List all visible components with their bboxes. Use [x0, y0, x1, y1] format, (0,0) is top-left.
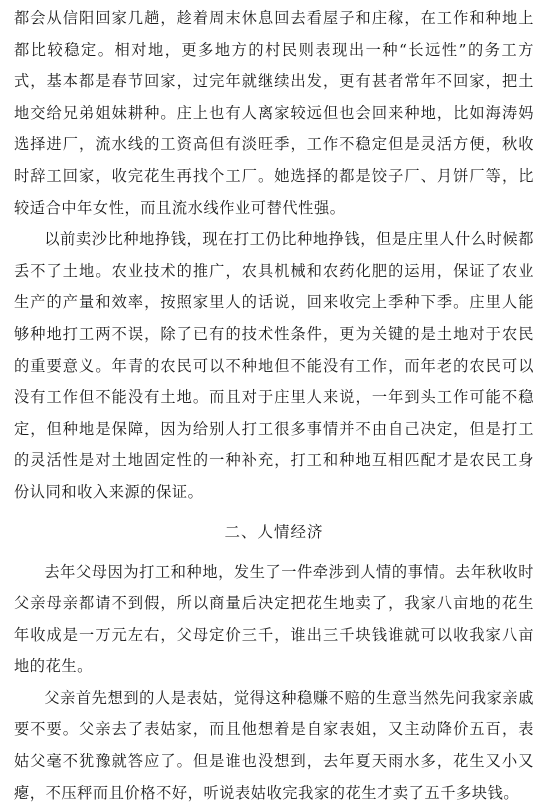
paragraph-4: 父亲首先想到的人是表姑，觉得这种稳赚不赔的生意当然先问我家亲戚要不要。父亲去了表姑家，而且他想着是自家表姐，又主动降价五百，表姑父毫不犹豫就答应了。但是谁也没想到，去年夏天雨水多，花生又小又瘪，不压秤而且价格不好，听说表姑收完我家的花生才卖了五千多块钱。 — [14, 688, 534, 802]
paragraph-1: 都会从信阳回家几趟，趁着周末休息回去看屋子和庄稼，在工作和种地上都比较稳定。相对地，更多地方的村民则表现出一种“长远性”的务工方式，基本都是春节回家，过完年就继续出发，更有甚者常年不回家，把土地交给兄弟姐妹耕种。庄上也有人离家较远但也会回来种地，比如海涛妈选择进厂，流水线的工资高但有淡旺季，工作不稳定但是灵活方便，秋收时辞工回家，收完花生再找个工厂。她选择的都是饺子厂、月饼厂等，比较适合中年女性，而且流水线作业可替代性强。 — [14, 9, 534, 217]
paragraph-2: 以前卖沙比种地挣钱，现在打工仍比种地挣钱，但是庄里人什么时候都丢不了土地。农业技术的推广，农具机械和农药化肥的运用，保证了农业生产的产量和效率，按照家里人的话说，回来收完上季种下季。庄里人能够种地打工两不误，除了已有的技术性条件，更为关键的是土地对于农民的重要意义。年青的农民可以不种地但不能没有工作，而年老的农民可以没有工作但不能没有土地。而且对于庄里人来说，一年到头工作可能不稳定，但种地是保障，因为给别人打工很多事情并不由自己决定，但是打工的灵活性是对土地固定性的一种补充，打工和种地互相匹配才是农民工身份认同和收入来源的保证。 — [14, 230, 534, 501]
section-heading: 二、人情经济 — [224, 522, 324, 541]
paragraph-3: 去年父母因为打工和种地，发生了一件牵涉到人情的事情。去年秋收时父亲母亲都请不到假，所以商量后决定把花生地卖了，我家八亩地的花生年收成是一万元左右，父母定价三千，谁出三千块钱谁就可以收我家八亩地的花生。 — [14, 562, 534, 676]
document-page — [14, 3, 534, 809]
